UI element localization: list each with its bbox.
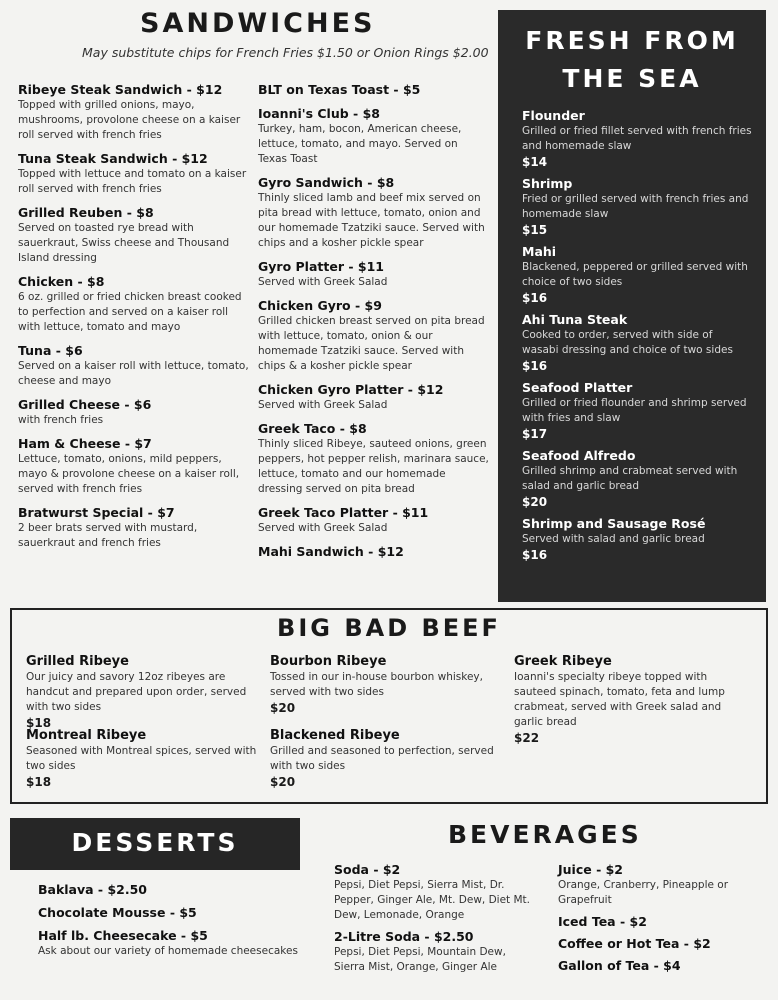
- beverages-column-2: [558, 862, 768, 980]
- item-price: $22: [514, 731, 540, 745]
- menu-item: [522, 244, 752, 306]
- item-title: Grilled Ribeye: [26, 654, 129, 669]
- menu-item: [18, 205, 250, 266]
- menu-item: [258, 106, 490, 167]
- menu-item: [558, 958, 768, 974]
- menu-item: [270, 654, 502, 716]
- menu-item: [18, 343, 250, 389]
- beverages-column-1: [334, 862, 534, 981]
- item-description: Pepsi, Diet Pepsi, Mountain Dew, Sierra Mist, Orange, Ginger Ale: [334, 946, 506, 973]
- menu-item: [26, 654, 258, 731]
- item-title: Greek Taco - $8: [258, 421, 367, 436]
- item-description: Grilled or fried fillet served with french fries and homemade slaw: [522, 125, 752, 152]
- item-title: Soda - $2: [334, 862, 401, 877]
- item-description: Grilled and seasoned to perfection, served with two sides: [270, 745, 494, 772]
- sea-heading: FRESH FROM THE SEA: [525, 26, 739, 93]
- item-title: Chicken Gyro Platter - $12: [258, 382, 444, 397]
- menu-item: [558, 914, 768, 930]
- item-description: Orange, Cranberry, Pineapple or Grapefruit: [558, 879, 729, 906]
- item-description: Served on toasted rye bread with sauerkraut, Swiss cheese and Thousand Island dressing: [18, 222, 230, 264]
- menu-item: [522, 448, 752, 510]
- item-title: Montreal Ribeye: [26, 728, 147, 743]
- item-title: Seafood Platter: [522, 380, 633, 395]
- item-price: $20: [270, 775, 296, 789]
- menu-item: [522, 380, 752, 442]
- menu-item: [258, 175, 490, 251]
- menu-item: [522, 176, 752, 238]
- item-price: $15: [522, 223, 548, 237]
- sea-panel: [498, 10, 766, 602]
- item-title: Half lb. Cheesecake - $5: [38, 928, 208, 943]
- item-description: 2 beer brats served with mustard, sauerkraut and french fries: [18, 522, 198, 549]
- item-title: Ioanni's Club - $8: [258, 106, 380, 121]
- item-description: Thinly sliced lamb and beef mix served on pita bread with lettuce, tomato, onion and our homemade Tzatziki sauce. Served with chips and a kosher pickle spear: [258, 192, 485, 249]
- item-description: Served with Greek Salad: [258, 399, 388, 411]
- sandwiches-heading: SANDWICHES: [140, 8, 376, 39]
- menu-item: [18, 436, 250, 497]
- item-title: Shrimp and Sausage Rosé: [522, 516, 706, 531]
- menu-item: [26, 728, 258, 790]
- item-price: $16: [522, 291, 548, 305]
- item-title: Chocolate Mousse - $5: [38, 905, 197, 920]
- menu-item: [558, 862, 768, 908]
- item-description: Fried or grilled served with french fries and homemade slaw: [522, 193, 749, 220]
- beef-heading: BIG BAD BEEF: [277, 614, 501, 642]
- menu-item: [38, 882, 298, 898]
- menu-item: [258, 259, 490, 290]
- menu-item: [18, 82, 250, 143]
- item-description: Seasoned with Montreal spices, served with two sides: [26, 745, 257, 772]
- menu-item: [18, 505, 250, 551]
- item-description: Ask about our variety of homemade cheesecakes: [38, 945, 298, 957]
- item-description: Grilled chicken breast served on pita bread with lettuce, tomato, onion & our homemade Tzatziki sauce. Served with chips & a kosher pickle spear: [258, 315, 485, 372]
- menu-item: [522, 108, 752, 170]
- item-title: Gyro Sandwich - $8: [258, 175, 395, 190]
- menu-item: [258, 298, 490, 374]
- item-price: $20: [522, 495, 548, 509]
- item-title: Chicken Gyro - $9: [258, 298, 382, 313]
- item-description: Tossed in our in-house bourbon whiskey, served with two sides: [270, 671, 483, 698]
- item-title: Chicken - $8: [18, 274, 105, 289]
- item-title: Ahi Tuna Steak: [522, 312, 628, 327]
- menu-item: [38, 928, 298, 959]
- menu-item: [38, 905, 298, 921]
- item-price: $16: [522, 548, 548, 562]
- item-title: BLT on Texas Toast - $5: [258, 82, 421, 97]
- sandwiches-column-1: [18, 82, 250, 559]
- item-description: Lettuce, tomato, onions, mild peppers, mayo & provolone cheese on a kaiser roll, served with french fries: [18, 453, 240, 495]
- desserts-banner: [10, 818, 300, 870]
- item-price: $18: [26, 716, 52, 730]
- item-price: $16: [522, 359, 548, 373]
- menu-item: [270, 728, 502, 790]
- item-title: Gallon of Tea - $4: [558, 958, 681, 973]
- item-title: Tuna - $6: [18, 343, 83, 358]
- item-description: Pepsi, Diet Pepsi, Sierra Mist, Dr. Pepper, Ginger Ale, Mt. Dew, Diet Mt. Dew, Lemonade, Orange: [334, 879, 531, 921]
- menu-item: [18, 151, 250, 197]
- item-title: Tuna Steak Sandwich - $12: [18, 151, 208, 166]
- item-title: Greek Ribeye: [514, 654, 612, 669]
- item-description: Ioanni's specialty ribeye topped with sauteed spinach, tomato, feta and lump crabmeat, served with Greek salad and garlic bread: [514, 671, 725, 728]
- sandwiches-column-2: [258, 82, 490, 568]
- item-title: Mahi: [522, 244, 557, 259]
- item-description: Topped with grilled onions, mayo, mushrooms, provolone cheese on a kaiser roll served with french fries: [18, 99, 241, 141]
- item-description: Served with Greek Salad: [258, 522, 388, 534]
- beef-section: [10, 608, 768, 804]
- item-title: Ribeye Steak Sandwich - $12: [18, 82, 223, 97]
- menu-item: [334, 929, 534, 975]
- item-description: Cooked to order, served with side of wasabi dressing and choice of two sides: [522, 329, 733, 356]
- item-title: Ham & Cheese - $7: [18, 436, 152, 451]
- item-description: Topped with lettuce and tomato on a kaiser roll served with french fries: [18, 168, 247, 195]
- item-description: Grilled shrimp and crabmeat served with salad and garlic bread: [522, 465, 738, 492]
- item-title: Gyro Platter - $11: [258, 259, 384, 274]
- sandwiches-subtitle: May substitute chips for French Fries $1.50 or Onion Rings $2.00: [82, 45, 489, 60]
- item-description: Served with Greek Salad: [258, 276, 388, 288]
- item-description: with french fries: [18, 414, 104, 426]
- menu-item: [258, 382, 490, 413]
- menu-item: [18, 274, 250, 335]
- menu-item: [522, 312, 752, 374]
- item-title: Bourbon Ribeye: [270, 654, 387, 669]
- sea-items: [522, 108, 752, 569]
- item-description: Turkey, ham, bocon, American cheese, lettuce, tomato, and mayo. Served on Texas Toast: [258, 123, 462, 165]
- item-price: $18: [26, 775, 52, 789]
- item-description: 6 oz. grilled or fried chicken breast cooked to perfection and served on a kaiser roll with lettuce, tomato and mayo: [18, 291, 242, 333]
- item-title: Iced Tea - $2: [558, 914, 647, 929]
- item-description: Our juicy and savory 12oz ribeyes are handcut and prepared upon order, served with two sides: [26, 671, 247, 713]
- item-description: Blackened, peppered or grilled served with choice of two sides: [522, 261, 748, 288]
- menu-item: [334, 862, 534, 923]
- item-description: Served on a kaiser roll with lettuce, tomato, cheese and mayo: [18, 360, 249, 387]
- menu-item: [514, 654, 746, 746]
- menu-item: [258, 421, 490, 497]
- item-title: Mahi Sandwich - $12: [258, 544, 404, 559]
- item-title: Grilled Reuben - $8: [18, 205, 154, 220]
- menu-item: [18, 397, 250, 428]
- menu-item: [258, 505, 490, 536]
- item-title: Shrimp: [522, 176, 573, 191]
- item-title: 2-Litre Soda - $2.50: [334, 929, 474, 944]
- item-title: Bratwurst Special - $7: [18, 505, 175, 520]
- item-description: Grilled or fried flounder and shrimp served with fries and slaw: [522, 397, 747, 424]
- item-title: Seafood Alfredo: [522, 448, 636, 463]
- item-price: $17: [522, 427, 548, 441]
- menu-item: [558, 936, 768, 952]
- item-title: Coffee or Hot Tea - $2: [558, 936, 711, 951]
- desserts-heading: DESSERTS: [71, 828, 239, 857]
- item-title: Juice - $2: [558, 862, 624, 877]
- item-title: Baklava - $2.50: [38, 882, 148, 897]
- item-title: Greek Taco Platter - $11: [258, 505, 429, 520]
- item-title: Flounder: [522, 108, 585, 123]
- menu-item: [258, 544, 490, 560]
- item-title: Blackened Ribeye: [270, 728, 400, 743]
- beverages-heading: BEVERAGES: [448, 820, 642, 849]
- item-price: $20: [270, 701, 296, 715]
- item-price: $14: [522, 155, 548, 169]
- menu-item: [522, 516, 752, 563]
- item-description: Thinly sliced Ribeye, sauteed onions, green peppers, hot pepper relish, marinara sauce, lettuce, tomato and our homemade dressing served on pita bread: [258, 438, 489, 495]
- item-title: Grilled Cheese - $6: [18, 397, 152, 412]
- item-description: Served with salad and garlic bread: [522, 533, 705, 545]
- menu-item: [258, 82, 490, 98]
- desserts-list: [38, 882, 298, 966]
